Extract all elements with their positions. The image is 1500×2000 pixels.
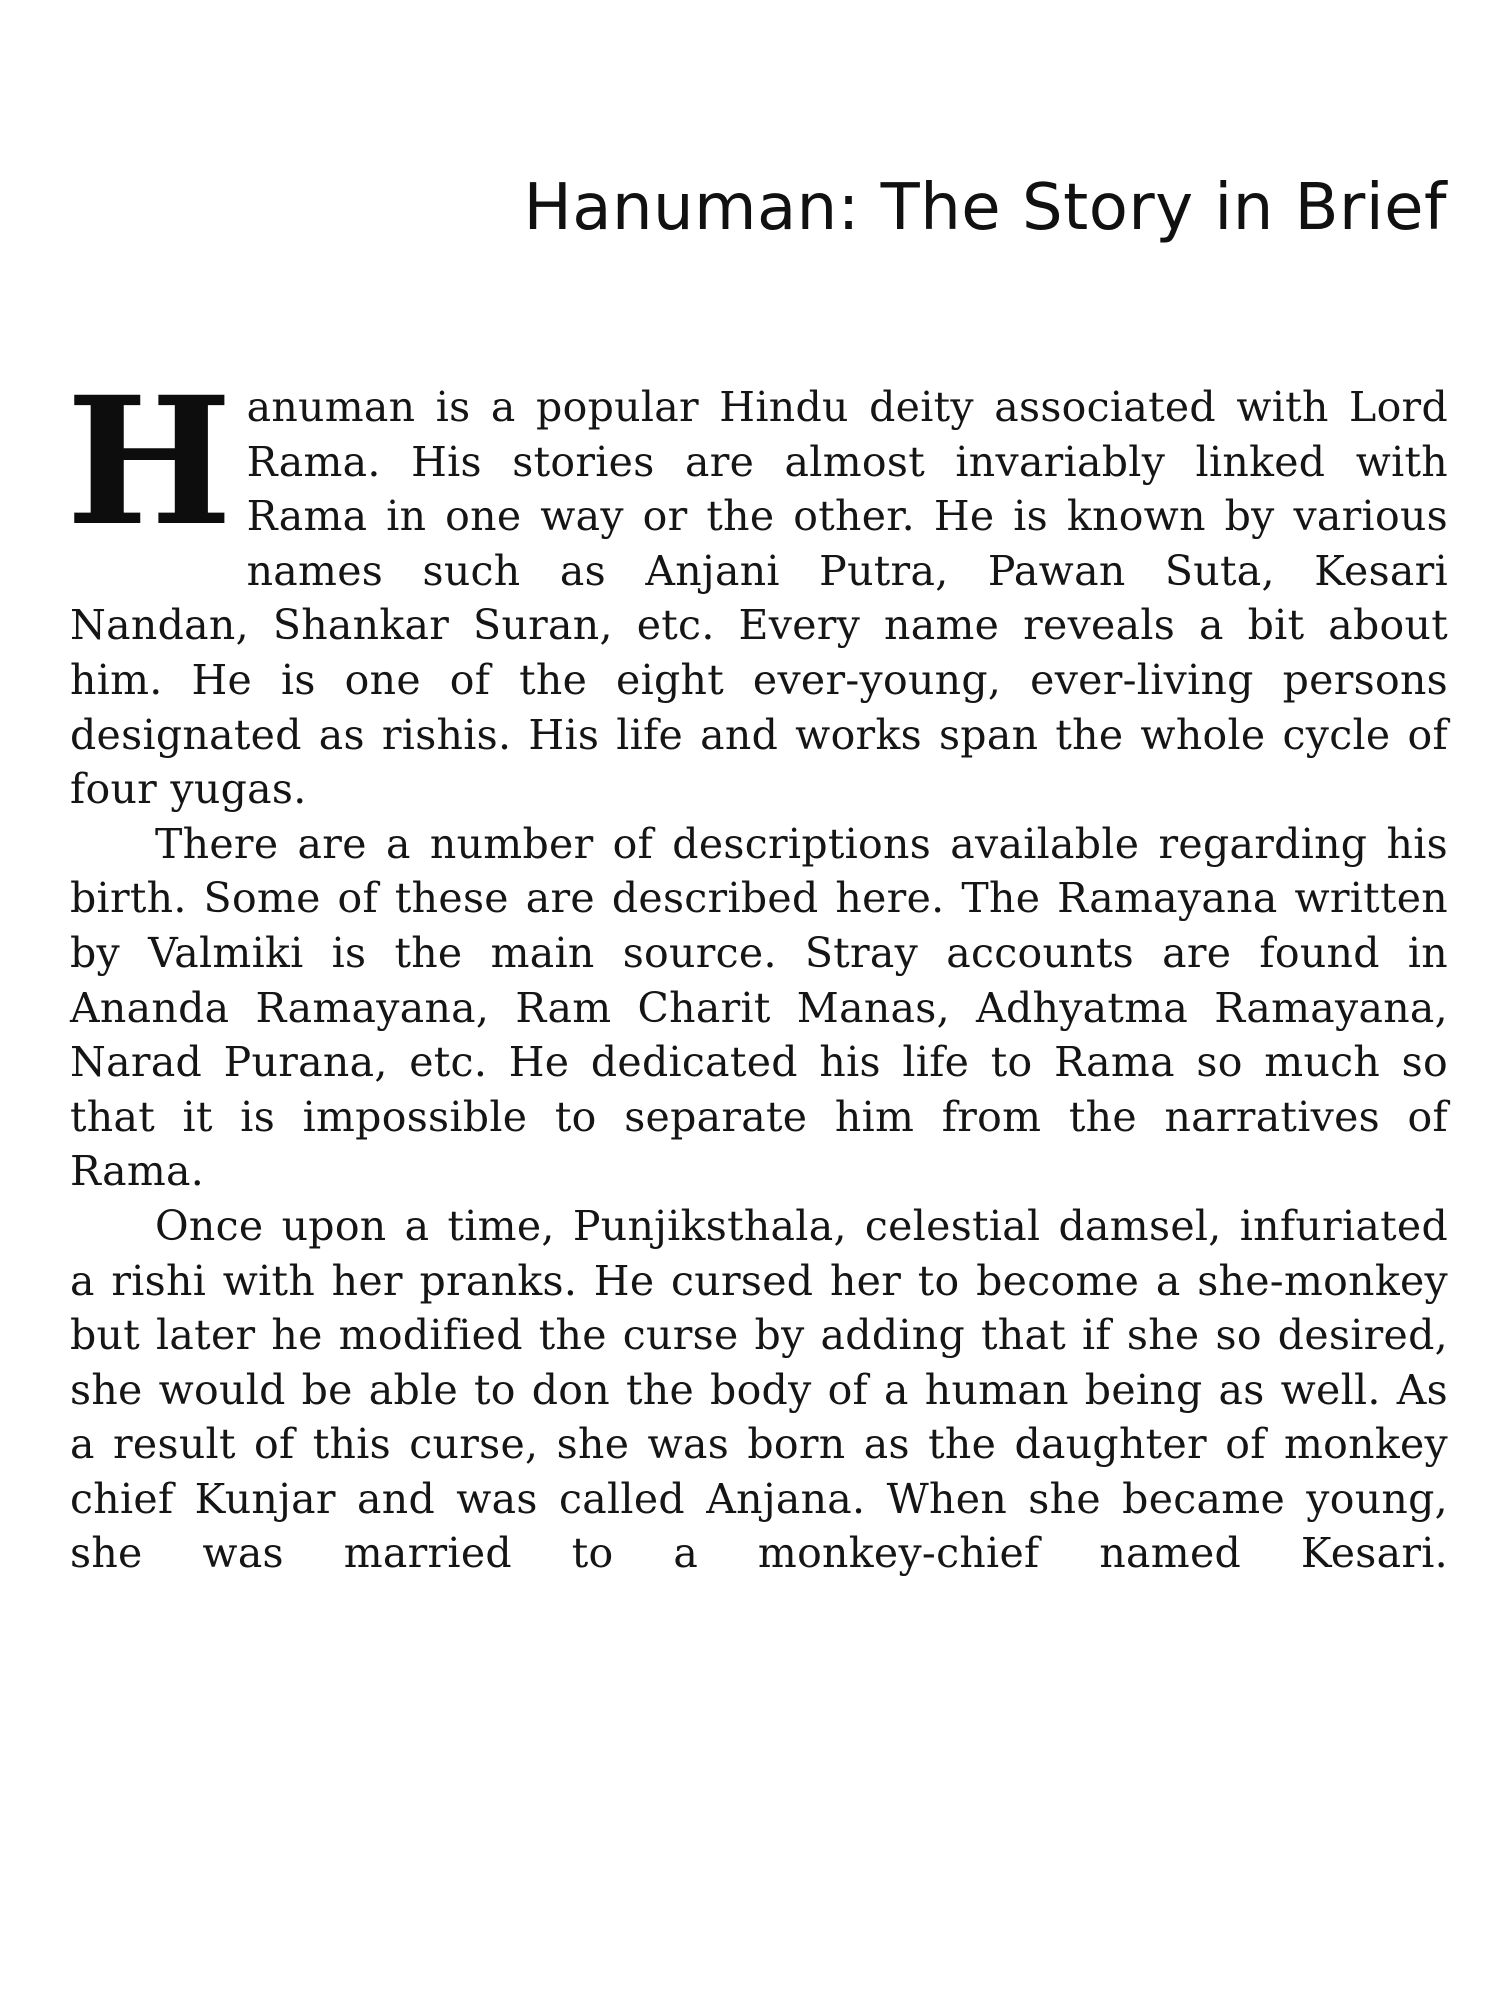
chapter-title: Hanuman: The Story in Brief	[523, 171, 1447, 245]
paragraph-1-text: anuman is a popular Hindu deity associated with Lord Rama. His stories are almost invariably linked with Rama in one way or the other. He is known by various names such as Anjani Putra, Pawan Suta, Kesari Nandan, Shankar Suran, etc. Every name reveals a bit about him. He is one of the eight ever-young, ever-living persons designated as rishis. His life and works span the whole cycle of four yugas.	[70, 383, 1448, 814]
drop-cap: H	[66, 358, 233, 565]
paragraph-1	[66, 358, 1448, 817]
body-text	[66, 358, 1448, 1581]
paragraph-3: Once upon a time, Punjiksthala, celestial damsel, infuriated a rishi with her pranks. He cursed her to become a she-monkey but later he modified the curse by adding that if she so desired, she would be able to don the body of a human being as well. As a result of this curse, she was born as the daughter of monkey chief Kunjar and was called Anjana. When she became young, she was married to a monkey-chief named Kesari.	[70, 1201, 1448, 1578]
paragraph-2: There are a number of descriptions available regarding his birth. Some of these are described here. The Ramayana written by Valmiki is the main source. Stray accounts are found in Ananda Ramayana, Ram Charit Manas, Adhyatma Ramayana, Narad Purana, etc. He dedicated his life to Rama so much so that it is impossible to separate him from the narratives of Rama.	[70, 819, 1448, 1196]
